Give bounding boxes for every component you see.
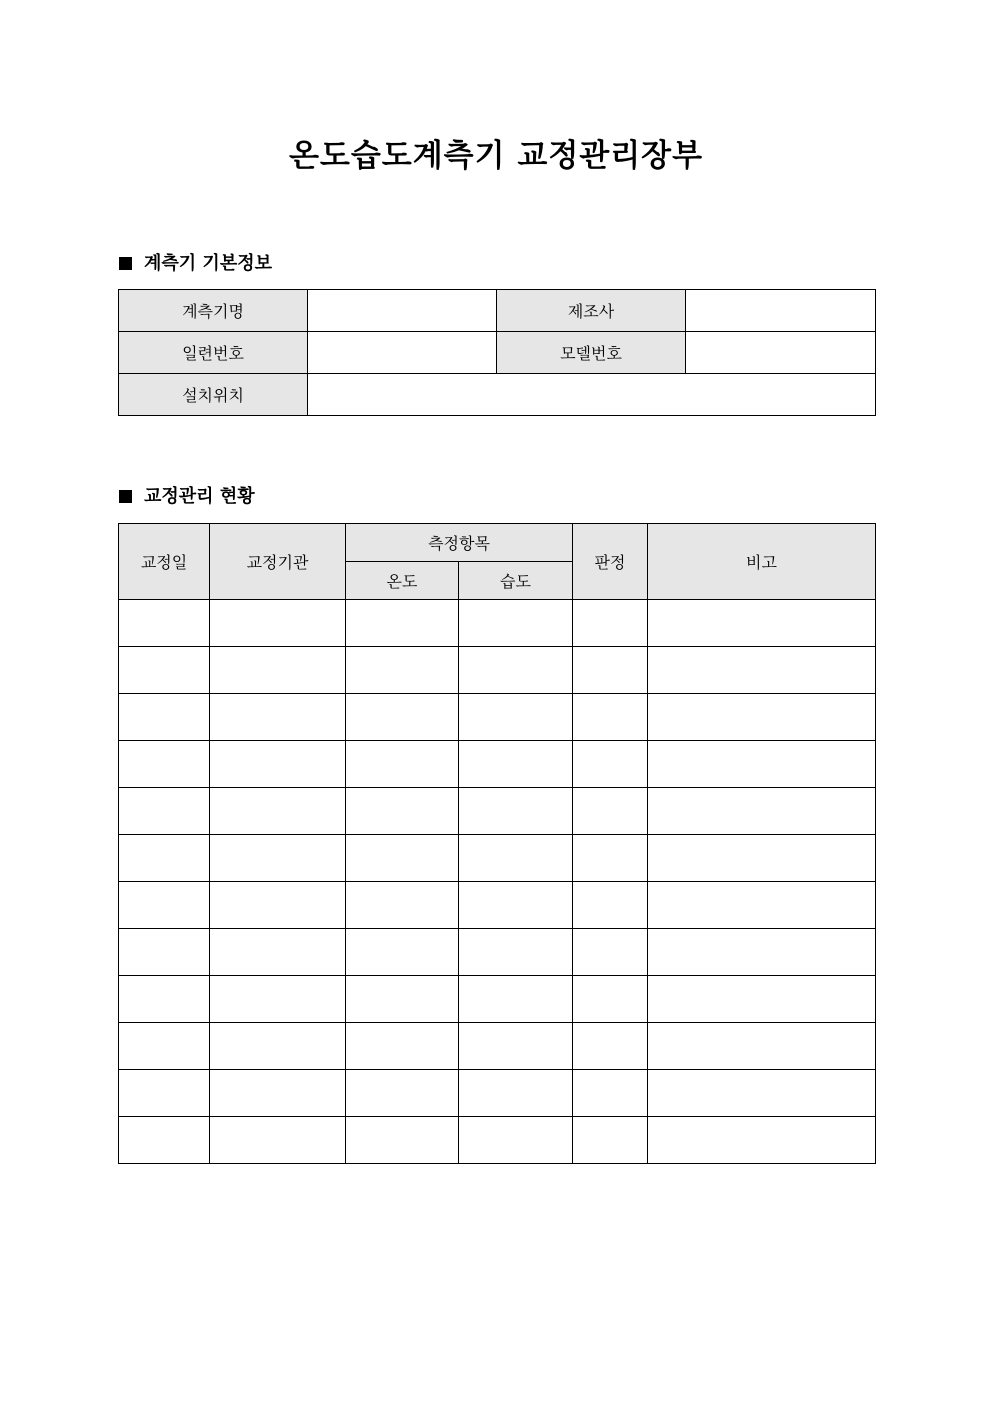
model-number-label: 모델번호 (497, 332, 686, 374)
cell-temperature[interactable] (346, 929, 459, 976)
cell-agency[interactable] (210, 1023, 346, 1070)
cell-temperature[interactable] (346, 1023, 459, 1070)
col-header-measurement-items: 측정항목 (346, 524, 573, 562)
cell-date[interactable] (119, 741, 210, 788)
col-header-humidity: 습도 (459, 562, 573, 600)
cell-temperature[interactable] (346, 835, 459, 882)
cell-judgment[interactable] (573, 694, 648, 741)
cell-remarks[interactable] (648, 788, 876, 835)
cell-date[interactable] (119, 882, 210, 929)
cell-temperature[interactable] (346, 600, 459, 647)
table-row (119, 694, 876, 741)
cell-agency[interactable] (210, 741, 346, 788)
table-row (119, 835, 876, 882)
cell-date[interactable] (119, 929, 210, 976)
cell-judgment[interactable] (573, 1117, 648, 1164)
cell-judgment[interactable] (573, 741, 648, 788)
info-row (119, 374, 876, 416)
col-header-date: 교정일 (119, 524, 210, 600)
cell-humidity[interactable] (459, 694, 573, 741)
calibration-table (118, 523, 876, 1164)
cell-humidity[interactable] (459, 929, 573, 976)
cell-temperature[interactable] (346, 788, 459, 835)
cell-temperature[interactable] (346, 976, 459, 1023)
cell-agency[interactable] (210, 1070, 346, 1117)
cell-agency[interactable] (210, 694, 346, 741)
col-header-agency: 교정기관 (210, 524, 346, 600)
cell-humidity[interactable] (459, 1070, 573, 1117)
cell-humidity[interactable] (459, 882, 573, 929)
cell-judgment[interactable] (573, 976, 648, 1023)
cell-date[interactable] (119, 694, 210, 741)
table-row (119, 788, 876, 835)
table-row (119, 882, 876, 929)
cell-remarks[interactable] (648, 600, 876, 647)
cell-humidity[interactable] (459, 835, 573, 882)
cell-agency[interactable] (210, 647, 346, 694)
col-header-remarks: 비고 (648, 524, 876, 600)
cell-judgment[interactable] (573, 929, 648, 976)
cell-humidity[interactable] (459, 1023, 573, 1070)
install-location-label: 설치위치 (119, 374, 308, 416)
cell-date[interactable] (119, 835, 210, 882)
cell-remarks[interactable] (648, 882, 876, 929)
cell-remarks[interactable] (648, 976, 876, 1023)
table-row (119, 741, 876, 788)
cell-judgment[interactable] (573, 600, 648, 647)
cell-temperature[interactable] (346, 694, 459, 741)
serial-number-field[interactable] (308, 332, 497, 374)
manufacturer-field[interactable] (686, 290, 876, 332)
cell-agency[interactable] (210, 788, 346, 835)
cell-remarks[interactable] (648, 741, 876, 788)
cell-judgment[interactable] (573, 835, 648, 882)
table-header-row (119, 524, 876, 562)
cell-temperature[interactable] (346, 1117, 459, 1164)
section-heading-calibration-text: 교정관리 현황 (144, 486, 255, 507)
install-location-field[interactable] (308, 374, 876, 416)
manufacturer-label: 제조사 (497, 290, 686, 332)
cell-humidity[interactable] (459, 741, 573, 788)
cell-date[interactable] (119, 1023, 210, 1070)
cell-temperature[interactable] (346, 1070, 459, 1117)
cell-humidity[interactable] (459, 976, 573, 1023)
calibration-table-body (119, 600, 876, 1164)
cell-temperature[interactable] (346, 741, 459, 788)
cell-humidity[interactable] (459, 647, 573, 694)
cell-judgment[interactable] (573, 647, 648, 694)
serial-number-label: 일련번호 (119, 332, 308, 374)
table-row (119, 976, 876, 1023)
cell-humidity[interactable] (459, 600, 573, 647)
cell-remarks[interactable] (648, 647, 876, 694)
table-row (119, 647, 876, 694)
cell-date[interactable] (119, 647, 210, 694)
cell-agency[interactable] (210, 976, 346, 1023)
cell-date[interactable] (119, 788, 210, 835)
square-bullet-icon (119, 257, 132, 270)
basic-info-table (118, 289, 876, 416)
cell-judgment[interactable] (573, 788, 648, 835)
cell-agency[interactable] (210, 929, 346, 976)
cell-judgment[interactable] (573, 1023, 648, 1070)
cell-humidity[interactable] (459, 788, 573, 835)
cell-judgment[interactable] (573, 882, 648, 929)
section-heading-basic-info (119, 252, 272, 276)
cell-date[interactable] (119, 1117, 210, 1164)
instrument-name-field[interactable] (308, 290, 497, 332)
section-heading-calibration (119, 485, 255, 509)
cell-agency[interactable] (210, 1117, 346, 1164)
cell-humidity[interactable] (459, 1117, 573, 1164)
cell-remarks[interactable] (648, 929, 876, 976)
table-row (119, 1023, 876, 1070)
cell-judgment[interactable] (573, 1070, 648, 1117)
cell-remarks[interactable] (648, 1023, 876, 1070)
cell-date[interactable] (119, 1070, 210, 1117)
model-number-field[interactable] (686, 332, 876, 374)
cell-remarks[interactable] (648, 835, 876, 882)
cell-remarks[interactable] (648, 1117, 876, 1164)
col-header-temperature: 온도 (346, 562, 459, 600)
table-row (119, 600, 876, 647)
cell-date[interactable] (119, 976, 210, 1023)
cell-agency[interactable] (210, 835, 346, 882)
cell-agency[interactable] (210, 882, 346, 929)
info-row (119, 332, 876, 374)
cell-temperature[interactable] (346, 647, 459, 694)
square-bullet-icon (119, 490, 132, 503)
table-row (119, 1070, 876, 1117)
col-header-judgment: 판정 (573, 524, 648, 600)
cell-remarks[interactable] (648, 694, 876, 741)
cell-remarks[interactable] (648, 1070, 876, 1117)
page-title: 온도습도계측기 교정관리장부 (288, 138, 704, 174)
cell-temperature[interactable] (346, 882, 459, 929)
table-row (119, 929, 876, 976)
instrument-name-label: 계측기명 (119, 290, 308, 332)
section-heading-basic-info-text: 계측기 기본정보 (144, 253, 272, 274)
cell-date[interactable] (119, 600, 210, 647)
cell-agency[interactable] (210, 600, 346, 647)
info-row (119, 290, 876, 332)
table-row (119, 1117, 876, 1164)
